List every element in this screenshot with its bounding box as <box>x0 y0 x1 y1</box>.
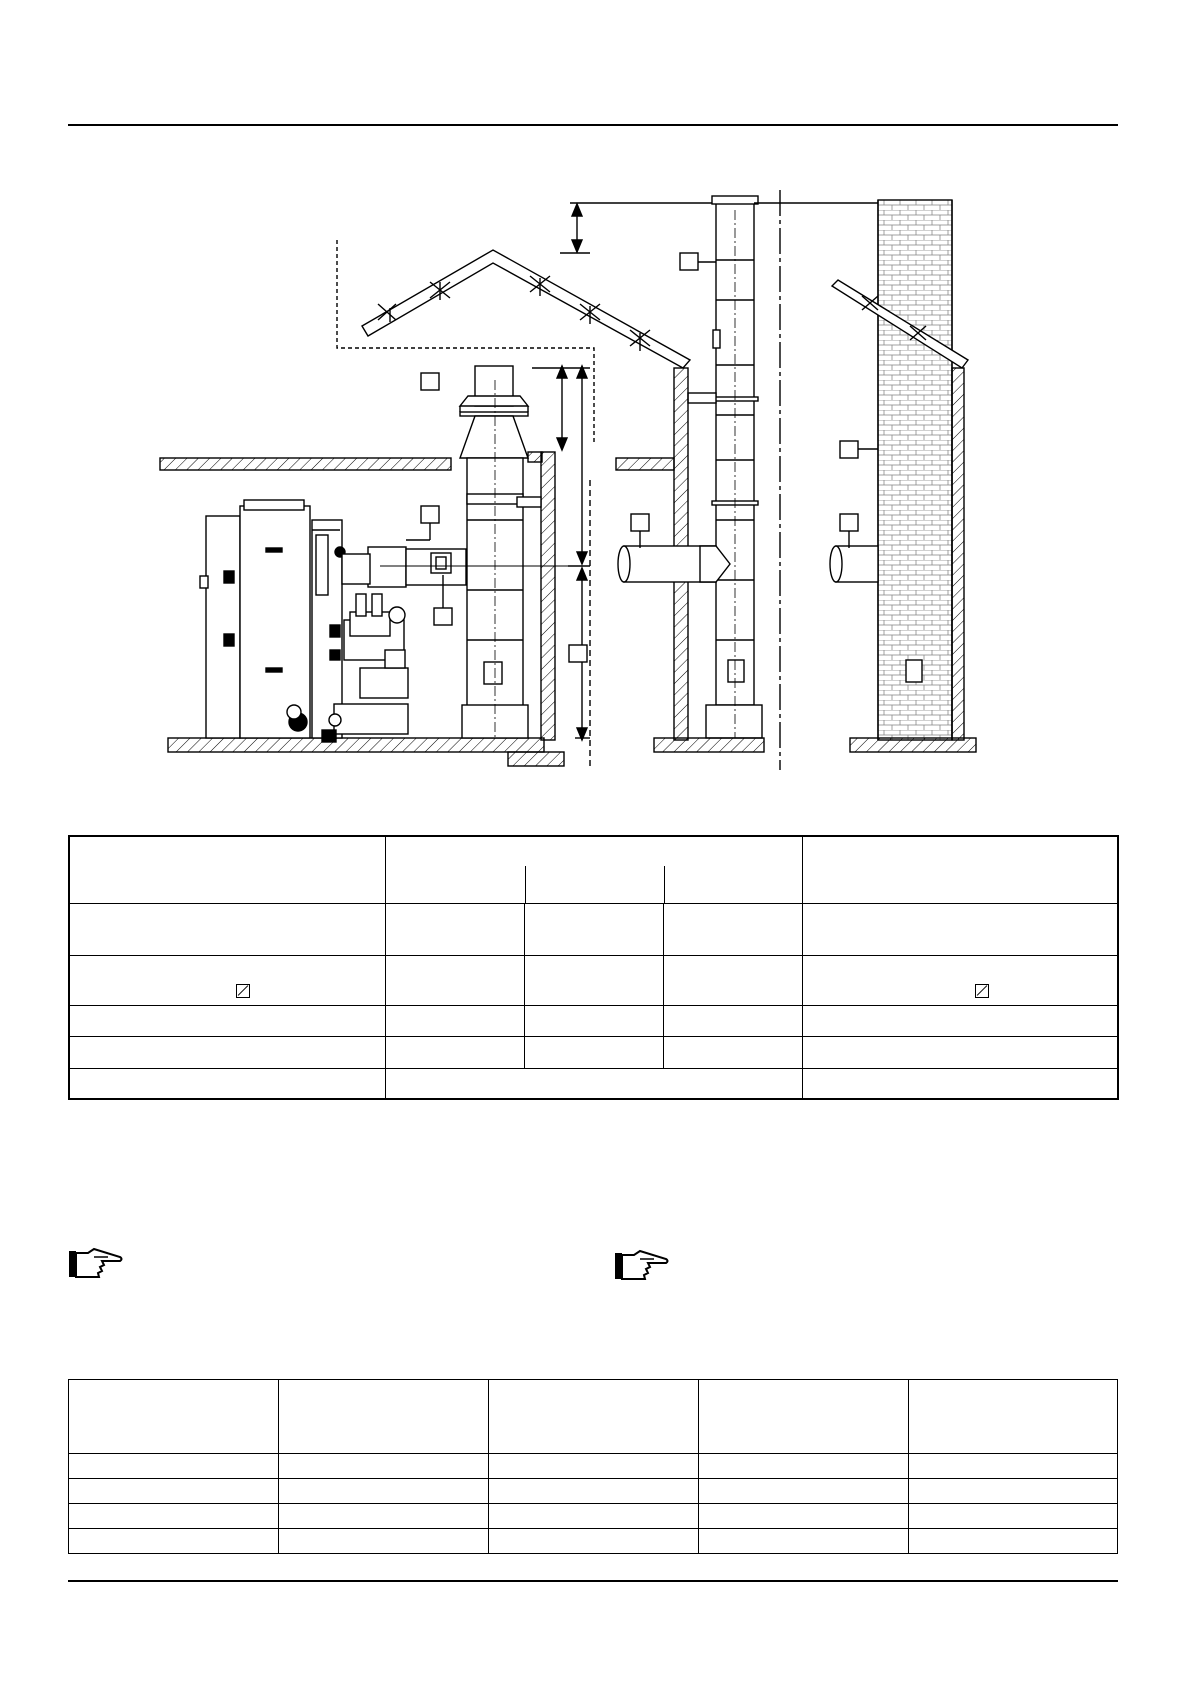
table-cell <box>524 1005 663 1036</box>
table-cell <box>909 1479 1118 1504</box>
table-cell <box>69 1479 279 1504</box>
table-cell <box>385 955 524 1005</box>
table-cell <box>909 1504 1118 1529</box>
table-cell <box>699 1380 909 1454</box>
table-cell <box>385 1036 524 1068</box>
table-cell <box>279 1380 489 1454</box>
table-cell <box>385 1068 802 1099</box>
table-cell <box>69 1005 385 1036</box>
table-cell <box>699 1504 909 1529</box>
table-cell <box>802 955 1118 1005</box>
right-scene <box>754 200 976 752</box>
table-row <box>69 836 1118 903</box>
table-row <box>69 1454 1118 1479</box>
chimney-installation-diagram <box>0 0 1192 800</box>
table-cell <box>489 1529 699 1554</box>
table-cell <box>69 1529 279 1554</box>
table-row <box>69 1036 1118 1068</box>
table-cell <box>663 903 802 955</box>
table-cell <box>663 955 802 1005</box>
table-cell <box>489 1380 699 1454</box>
table-cell <box>69 1380 279 1454</box>
table-row <box>69 1068 1118 1099</box>
table-cell <box>279 1504 489 1529</box>
table-cell <box>802 903 1118 955</box>
table-cell <box>279 1529 489 1554</box>
table-row <box>69 955 1118 1005</box>
table-row <box>69 1504 1118 1529</box>
table-cell <box>802 1005 1118 1036</box>
table-cell <box>909 1380 1118 1454</box>
table-cell <box>802 836 1118 903</box>
table-cell <box>279 1454 489 1479</box>
roof-left <box>362 250 690 368</box>
table-row <box>69 1479 1118 1504</box>
table-cell <box>699 1454 909 1479</box>
table-cell <box>385 903 524 955</box>
specs-table-1 <box>68 835 1119 1100</box>
pointing-hand-icon <box>614 1249 670 1283</box>
table-row <box>69 1529 1118 1554</box>
table-cell <box>69 903 385 955</box>
table-cell <box>489 1504 699 1529</box>
left-scene <box>160 240 690 770</box>
table-cell <box>69 1036 385 1068</box>
table-cell <box>524 955 663 1005</box>
table-cell <box>69 1454 279 1479</box>
table-cell <box>279 1479 489 1504</box>
table-cell <box>69 1068 385 1099</box>
table-cell <box>802 1068 1118 1099</box>
table-cell <box>385 836 802 903</box>
table-cell <box>69 1504 279 1529</box>
table-cell <box>699 1479 909 1504</box>
table-cell <box>69 836 385 903</box>
table-cell <box>489 1454 699 1479</box>
table-row <box>69 903 1118 955</box>
pointing-hand-icon <box>68 1247 124 1281</box>
table-cell <box>663 1036 802 1068</box>
diagonal-square-icon <box>236 984 250 998</box>
table-cell <box>663 1005 802 1036</box>
table-cell <box>909 1529 1118 1554</box>
table-cell <box>69 955 385 1005</box>
diagonal-square-icon <box>975 984 989 998</box>
table-cell <box>909 1454 1118 1479</box>
table-cell <box>489 1479 699 1504</box>
specs-table-2 <box>68 1379 1118 1554</box>
boiler <box>200 500 408 742</box>
table-cell <box>802 1036 1118 1068</box>
table-cell <box>524 1036 663 1068</box>
bottom-rule <box>68 1580 1118 1582</box>
table-row <box>69 1380 1118 1454</box>
table-cell <box>524 903 663 955</box>
table-row <box>69 1005 1118 1036</box>
middle-scene <box>560 196 764 752</box>
table-cell <box>699 1529 909 1554</box>
table-cell <box>385 1005 524 1036</box>
